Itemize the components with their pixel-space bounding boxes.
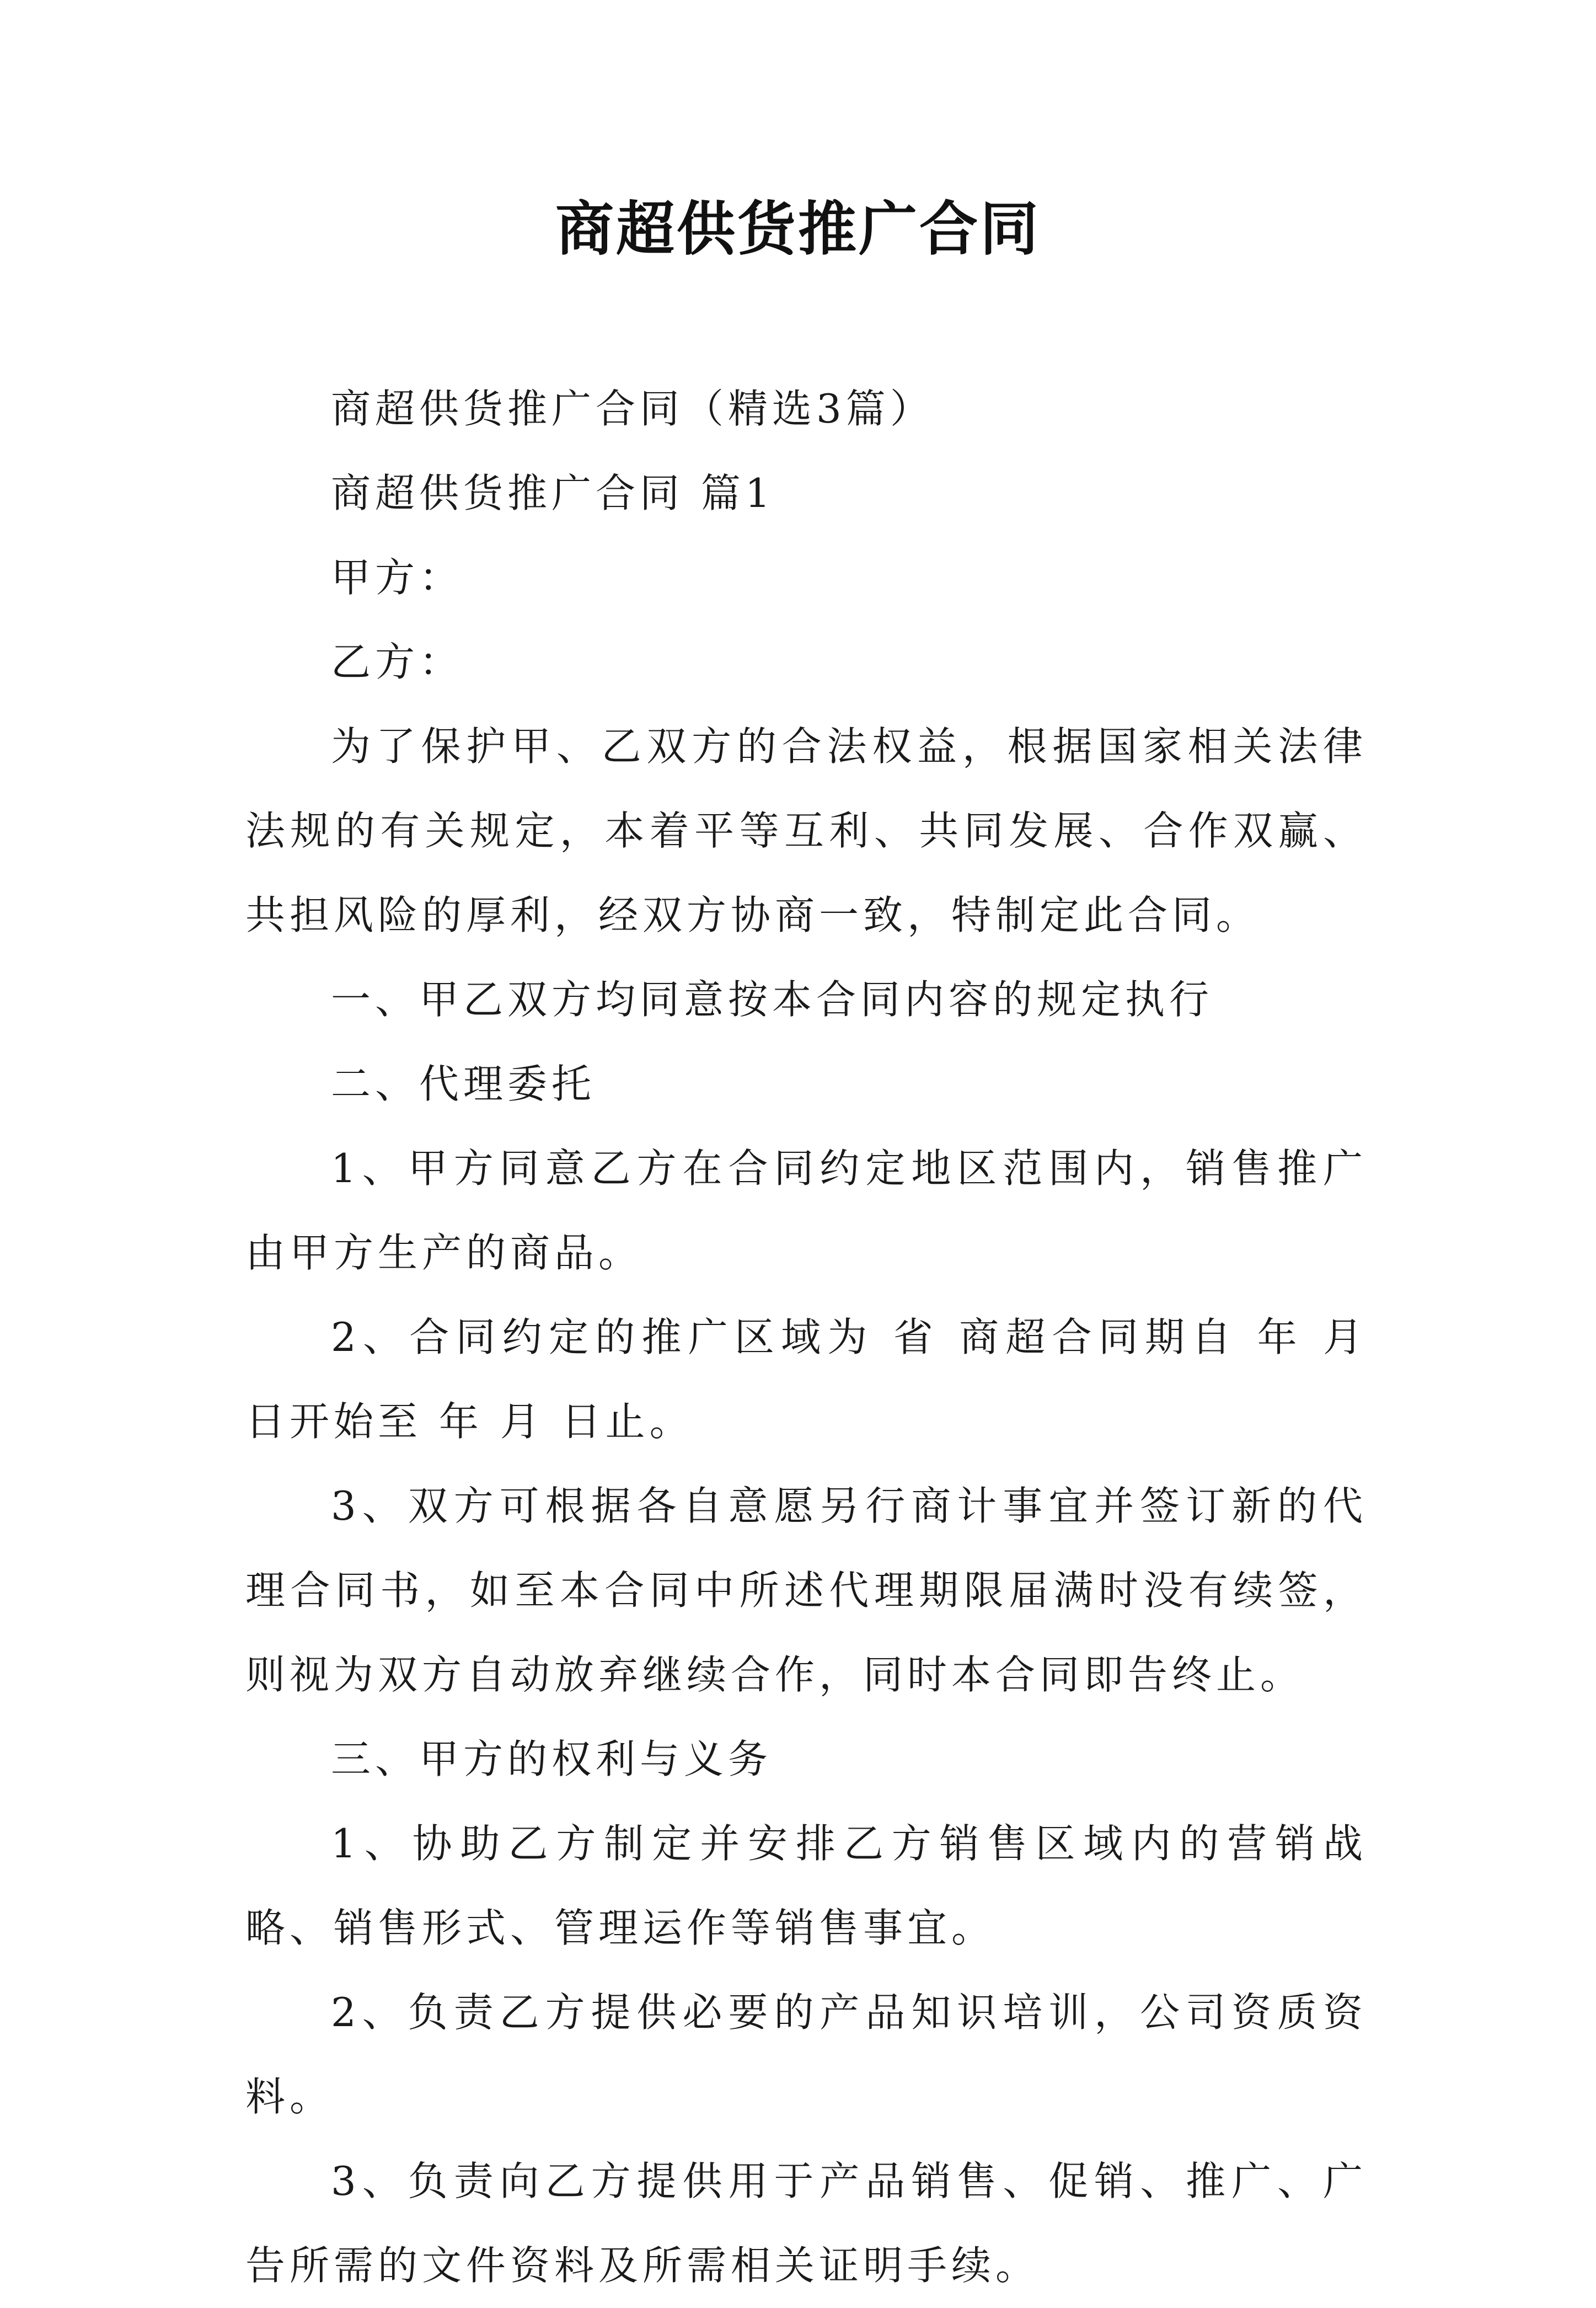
paragraph-clause-3-item-2: 2、负责乙方提供必要的产品知识培训，公司资质资料。 bbox=[245, 1989, 1367, 2120]
paragraph-clause-3-item-3: 3、负责向乙方提供用于产品销售、促销、推广、广告所需的文件资料及所需相关证明手续。 bbox=[245, 2158, 1367, 2289]
paragraph-clause-3-heading: 三、甲方的权利与义务 bbox=[331, 1736, 773, 1782]
paragraph-clause-2-heading: 二、代理委托 bbox=[331, 1061, 596, 1107]
paragraph-clause-2-item-3: 3、双方可根据各自意愿另行商计事宜并签订新的代理合同书，如至本合同中所述代理期限届满时没有续签，则视为双方自动放弃继续合作，同时本合同即告终止。 bbox=[245, 1483, 1367, 1698]
paragraph-clause-1: 一、甲乙双方均同意按本合同内容的规定执行 bbox=[331, 976, 1214, 1023]
paragraph-preamble: 为了保护甲、乙双方的合法权益，根据国家相关法律法规的有关规定，本着平等互利、共同发展、合作双赢、共担风险的厚利，经双方协商一致，特制定此合同。 bbox=[245, 723, 1367, 938]
paragraph-party-a: 甲方： bbox=[331, 554, 464, 601]
paragraph-subtitle: 商超供货推广合同（精选3篇） bbox=[331, 386, 934, 432]
paragraph-clause-3-item-1: 1、协助乙方制定并安排乙方销售区域内的营销战略、销售形式、管理运作等销售事宜。 bbox=[245, 1820, 1367, 1951]
document-body bbox=[245, 367, 1367, 2308]
paragraph-section-heading: 商超供货推广合同 篇1 bbox=[331, 470, 775, 516]
document-title: 商超供货推广合同 bbox=[555, 194, 1041, 263]
paragraph-clause-2-item-2: 2、合同约定的推广区域为 省 商超合同期自 年 月 日开始至 年 月 日止。 bbox=[245, 1314, 1367, 1445]
paragraph-clause-2-item-1: 1、甲方同意乙方在合同约定地区范围内，销售推广由甲方生产的商品。 bbox=[245, 1145, 1367, 1276]
paragraph-party-b: 乙方： bbox=[331, 639, 464, 685]
